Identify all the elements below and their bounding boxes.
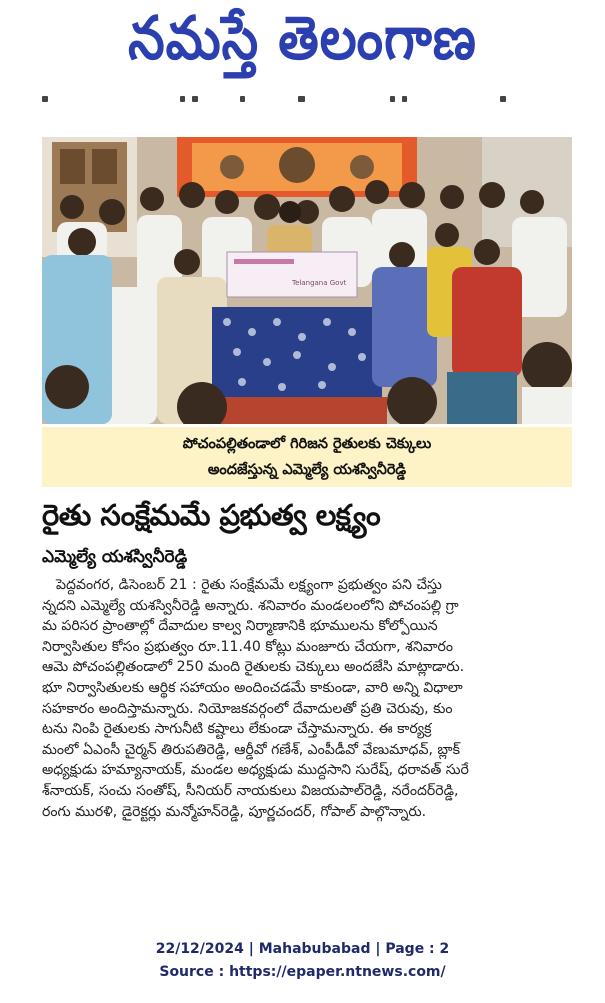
photo-caption <box>42 427 572 487</box>
article-headline: రైతు సంక్షేమమే ప్రభుత్వ లక్ష్యం <box>42 498 381 532</box>
article-byline: ఎమ్మెల్యే యశస్వినీరెడ్డి <box>42 547 188 567</box>
cheque-label: Telangana Govt <box>292 279 347 287</box>
edition-info: 22/12/2024 | Mahabubabad | Page : 2 <box>155 941 450 957</box>
body-line: మ పరిసర ప్రాంతాల్లో దేవాదుల కాల్వ నిర్మాణానికి భూములను కోల్పోయిన <box>42 618 438 635</box>
body-line: శ్‌నాయక్, సంచు సంతోష్, సీనియర్ నాయకులు విజయపాల్‌రెడ్డి, నరేందర్‌రెడ్డి, <box>42 782 459 799</box>
masthead-title: నమస్తే తెలంగాణ <box>128 4 477 74</box>
article-body <box>42 575 580 822</box>
body-line: ఆమె పోచంపల్లితండాలో 250 మంది రైతులకు చెక్కులు అందజేసి మాట్లాడారు. <box>42 659 465 676</box>
body-line: న్నదని ఎమ్మెల్యే యశస్వినీరెడ్డి అన్నారు. శనివారం మండలంలోని పోచంపల్లి గ్రా <box>42 597 459 614</box>
clipped-text-row <box>40 92 580 106</box>
body-line: నిర్వాసితుల కోసం ప్రభుత్వం రూ.11.40 కోట్లు మంజూరు చేయగా, శనివారం <box>42 638 454 655</box>
caption-line-1: పోచంపల్లితండాలో గిరిజన రైతులకు చెక్కులు <box>182 436 432 452</box>
caption-line-2: అందజేస్తున్న ఎమ్మెల్యే యశస్వినీరెడ్డి <box>207 462 407 478</box>
body-line: పెద్దవంగర, డిసెంబర్ 21 : రైతు సంక్షేమమే లక్ష్యంగా ప్రభుత్వం పని చేస్తు <box>56 577 442 593</box>
newspaper-masthead <box>0 0 605 92</box>
news-photo <box>42 137 572 424</box>
body-line: అధ్యక్షుడు హమ్యానాయక్, మండల అధ్యక్షుడు ముద్దసాని సురేష్, ధరావత్ సురే <box>42 762 469 779</box>
body-line: భూ నిర్వాసితులకు ఆర్థిక సహాయం అందించడమే కాకుండా, వారి అన్ని విధాలా <box>42 679 463 696</box>
body-line: మంలో ఏఎంసీ చైర్మన్ తిరుపతిరెడ్డి, ఆర్డీవో గణేశ్, ఎంపీడీవో వేణుమాధవ్, బ్లాక్ <box>42 741 460 758</box>
body-line: సహకారం అందిస్తామన్నారు. నియోజకవర్గంలో దేవాదులతో ప్రతి చెరువు, కుం <box>42 700 453 717</box>
source-footer <box>0 938 605 984</box>
body-line: టను నింపి రైతులకు సాగునీటి కష్టాలు లేకుండా చేస్తామన్నారు. ఈ కార్యక్ర <box>42 721 432 738</box>
body-line: రంగు మురళి, డైరెక్టర్లు మన్మోహన్‌రెడ్డి, పూర్ణచందర్, గోపాల్ పాల్గొన్నారు. <box>42 803 427 820</box>
source-link[interactable]: Source : https://epaper.ntnews.com/ <box>159 964 446 980</box>
